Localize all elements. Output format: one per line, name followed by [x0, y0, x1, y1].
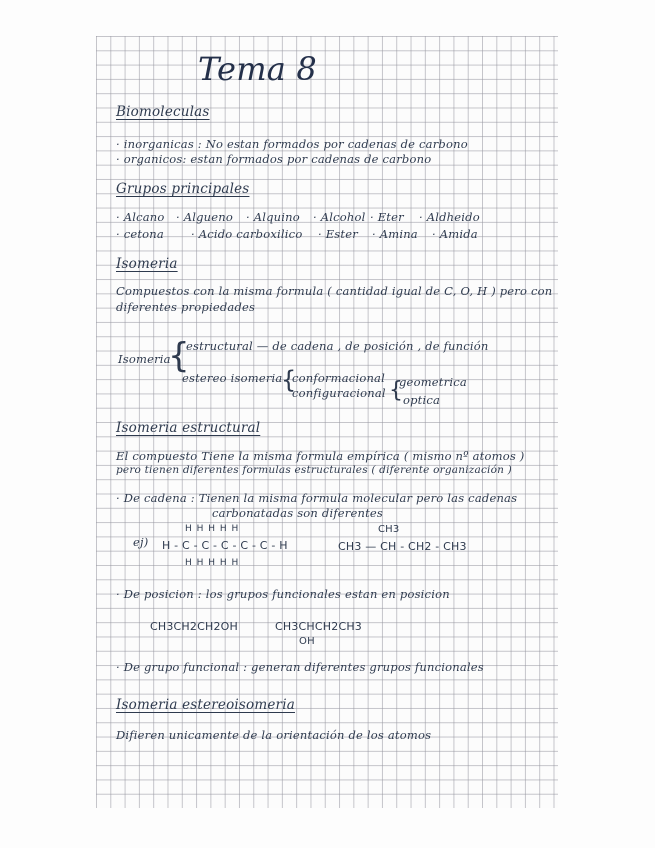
- group-item: · Alquino: [246, 210, 300, 224]
- heading-grupos: Grupos principales: [116, 181, 250, 197]
- group-item: · Aldheido: [419, 210, 480, 224]
- estereo-line-1: Difieren unicamente de la orientación de los atomos: [116, 728, 432, 742]
- group-item: · Acido carboxilico: [191, 227, 303, 241]
- page-title: Tema 8: [198, 50, 317, 88]
- tree-root: Isomeria: [118, 352, 171, 366]
- example-label: ej): [133, 535, 149, 549]
- cadena-line-2: carbonatadas son diferentes: [212, 506, 384, 520]
- chain-top-h: H H H H H: [185, 524, 240, 534]
- tree-conformacional: conformacional: [292, 371, 385, 385]
- group-item: · Amina: [372, 227, 418, 241]
- formula-butanol: CH3CHCH2CH3: [275, 620, 363, 633]
- isomeria-definition-cont: diferentes propiedades: [116, 300, 256, 314]
- heading-biomoleculas: Biomoleculas: [116, 104, 210, 120]
- formula-propanol: CH3CH2CH2OH: [150, 620, 238, 633]
- group-item: · Algueno: [176, 210, 233, 224]
- group-item: · Amida: [432, 227, 478, 241]
- brace-left-icon: {: [389, 378, 403, 403]
- brace-left-icon: {: [281, 366, 297, 394]
- estructural-line-2: pero tienen diferentes formulas estructurales ( diferente organización ): [116, 464, 512, 476]
- grupo-funcional-line: · De grupo funcional : generan diferentes grupos funcionales: [116, 660, 484, 674]
- formula-oh-branch: OH: [299, 636, 315, 647]
- tree-optica: optica: [403, 393, 441, 407]
- group-item: · Alcohol: [313, 210, 366, 224]
- isomeria-definition: Compuestos con la misma formula ( cantidad igual de C, O, H ) pero con: [116, 284, 553, 298]
- chain-bottom-h: H H H H H: [185, 558, 240, 568]
- posicion-line: · De posicion : los grupos funcionales estan en posicion: [116, 587, 450, 601]
- estructural-line-1: El compuesto Tiene la misma formula empírica ( mismo nº atomos ): [116, 449, 525, 463]
- heading-estereoisomeria: Isomeria estereoisomeria: [116, 697, 295, 713]
- tree-configuracional: configuracional: [292, 386, 386, 400]
- heading-isomeria-estructural: Isomeria estructural: [116, 420, 261, 436]
- chain-main: H - C - C - C - C - C - H: [162, 539, 288, 552]
- group-item: · Alcano: [116, 210, 165, 224]
- tree-estructural: estructural — de cadena , de posición , de función: [186, 339, 489, 353]
- isobutane-formula: CH3 — CH - CH2 - CH3: [338, 540, 467, 553]
- group-item: · cetona: [116, 227, 164, 241]
- brace-left-icon: {: [168, 336, 190, 376]
- tree-geometrica: geometrica: [399, 375, 467, 389]
- text-inorganicas: · inorganicas : No estan formados por cadenas de carbono: [116, 137, 468, 151]
- cadena-line-1: · De cadena : Tienen la misma formula molecular pero las cadenas: [116, 491, 518, 505]
- group-item: · Ester: [318, 227, 358, 241]
- heading-isomeria: Isomeria: [116, 256, 178, 272]
- tree-estereo: estereo isomeria: [182, 371, 283, 385]
- group-item: · Eter: [370, 210, 404, 224]
- text-organicos: · organicos: estan formados por cadenas de carbono: [116, 152, 432, 166]
- branch-ch3: CH3: [378, 524, 400, 535]
